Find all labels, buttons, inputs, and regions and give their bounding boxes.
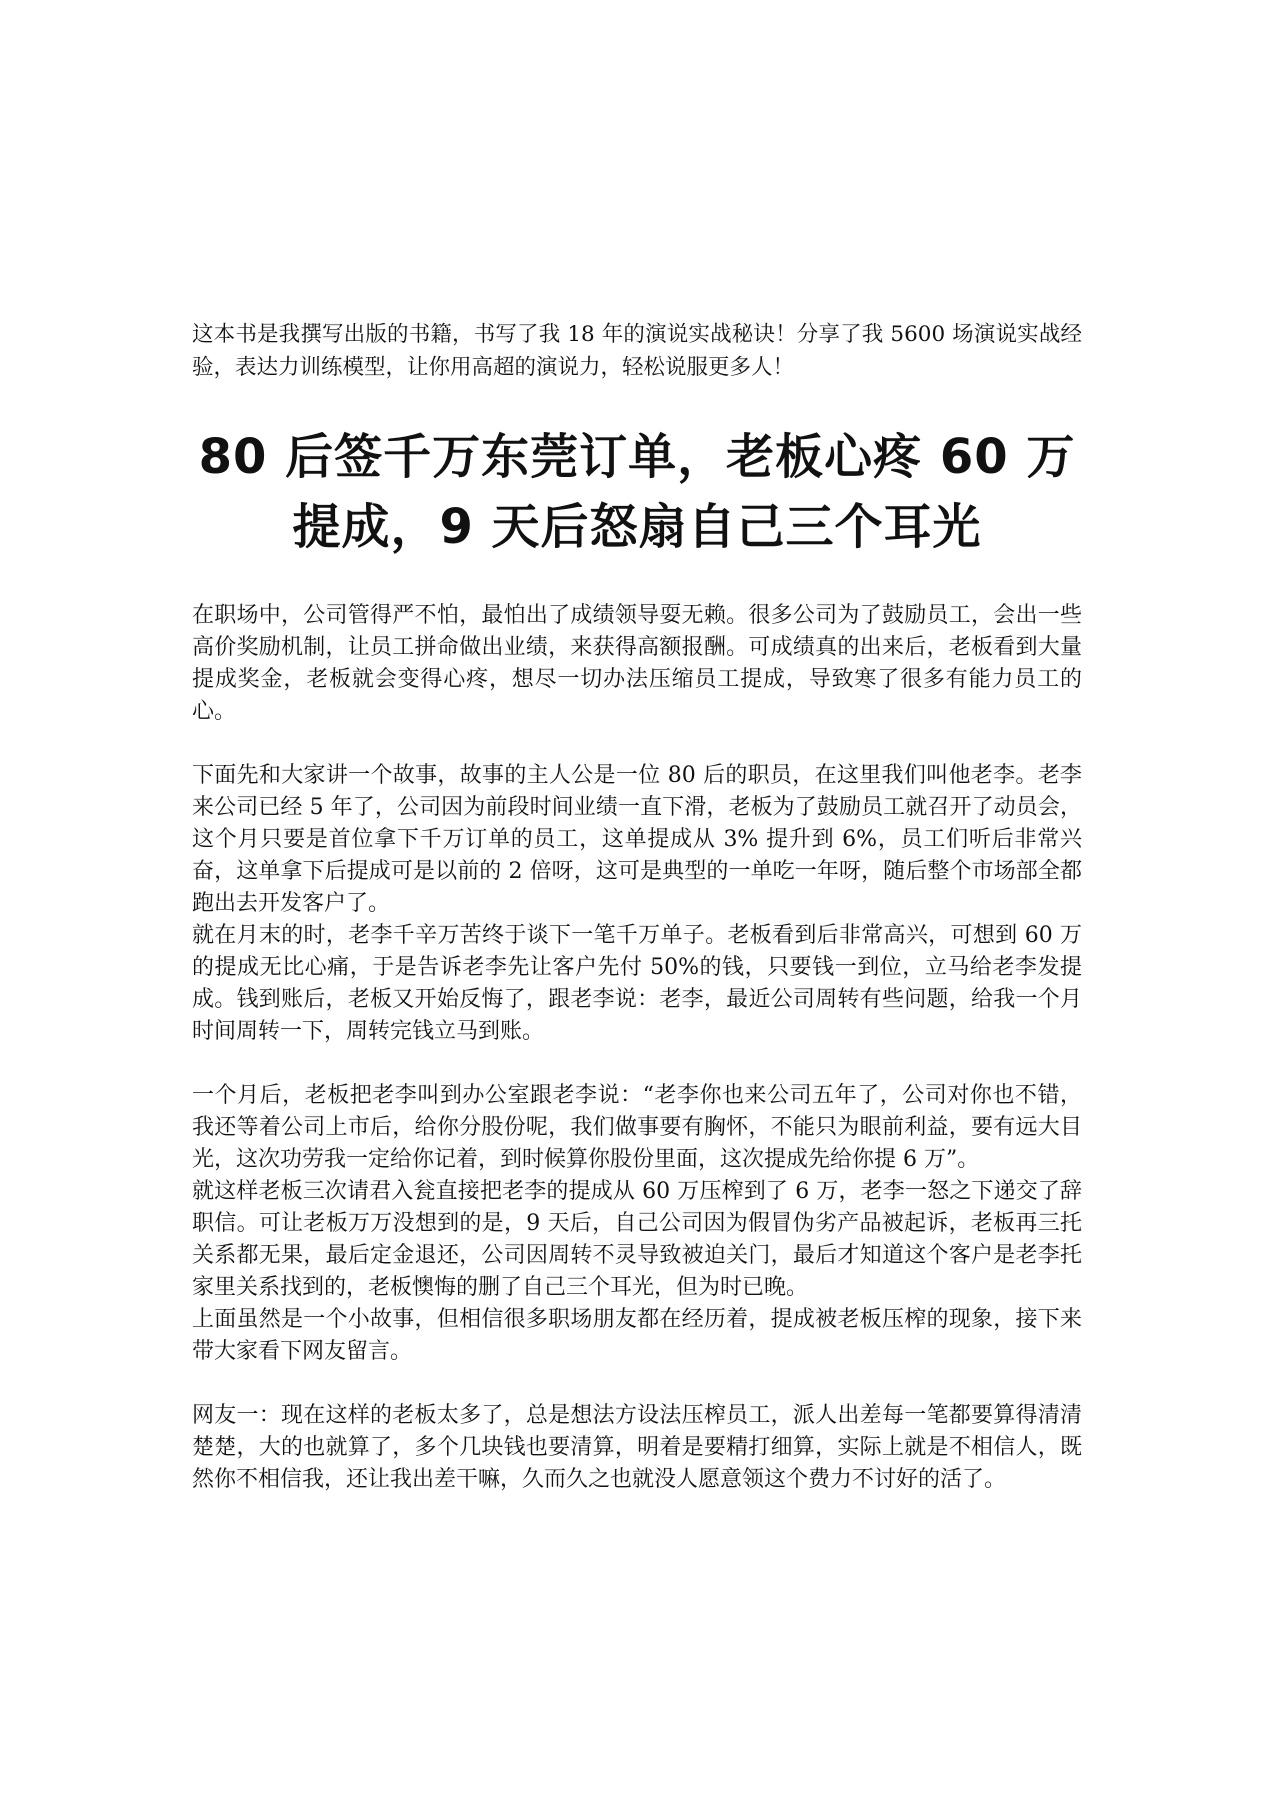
spacer bbox=[192, 562, 1082, 600]
intro-text: 这本书是我撰写出版的书籍，书写了我 18 年的演说实战秘诀！分享了我 5600 场演说实战经验，表达力训练模型，让你用高超的演说力，轻松说服更多人！ bbox=[192, 322, 1082, 380]
paragraph-gap bbox=[192, 728, 1082, 760]
paragraph-gap bbox=[192, 1368, 1082, 1400]
paragraph-7: 网友一：现在这样的老板太多了，总是想法方设法压榨员工，派人出差每一笔都要算得清清楚楚，大的也就算了，多个几块钱也要清算，明着是要精打细算，实际上就是不相信人，既然你不相信我，还让我出差干嘛，久而久之也就没人愿意领这个费力不讨好的活了。 bbox=[192, 1403, 1082, 1492]
article-body bbox=[192, 600, 1082, 1496]
paragraph-5: 就这样老板三次请君入瓮直接把老李的提成从 60 万压榨到了 6 万，老李一怒之下递交了辞职信。可让老板万万没想到的是，9 天后，自己公司因为假冒伪劣产品被起诉，老板再三托关系都无果，最后定金退还，公司因周转不灵导致被迫关门，最后才知道这个客户是老李托家里关系找到的，老板懊悔的删了自己三个耳光，但为时已晚。 bbox=[192, 1179, 1082, 1300]
paragraph-6: 上面虽然是一个小故事，但相信很多职场朋友都在经历着，提成被老板压榨的现象，接下来带大家看下网友留言。 bbox=[192, 1307, 1082, 1364]
article-title: 80 后签千万东莞订单，老板心疼 60 万提成，9 天后怒扇自己三个耳光 bbox=[198, 429, 1076, 555]
paragraph-4: 一个月后，老板把老李叫到办公室跟老李说：“老李你也来公司五年了，公司对你也不错，我还等着公司上市后，给你分股份呢，我们做事要有胸怀，不能只为眼前利益，要有远大目光，这次功劳我一定给你记着，到时候算你股份里面，这次提成先给你提 6 万”。 bbox=[192, 1083, 1082, 1172]
paragraph-gap bbox=[192, 1048, 1082, 1080]
paragraph-3: 就在月末的时，老李千辛万苦终于谈下一笔千万单子。老板看到后非常高兴，可想到 60 万的提成无比心痛，于是告诉老李先让客户先付 50%的钱，只要钱一到位，立马给老李发提成。钱到账后，老板又开始反悔了，跟老李说：老李，最近公司周转有些问题，给我一个月时间周转一下，周转完钱立马到账。 bbox=[192, 923, 1082, 1044]
paragraph-2: 下面先和大家讲一个故事，故事的主人公是一位 80 后的职员，在这里我们叫他老李。老李来公司已经 5 年了，公司因为前段时间业绩一直下滑，老板为了鼓励员工就召开了动员会，这个月只要是首位拿下千万订单的员工，这单提成从 3% 提升到 6%，员工们听后非常兴奋，这单拿下后提成可是以前的 2 倍呀，这可是典型的一单吃一年呀，随后整个市场部全都跑出去开发客户了。 bbox=[192, 763, 1082, 916]
document-page bbox=[192, 318, 1082, 1496]
paragraph-1: 在职场中，公司管得严不怕，最怕出了成绩领导耍无赖。很多公司为了鼓励员工，会出一些高价奖励机制，让员工拼命做出业绩，来获得高额报酬。可成绩真的出来后，老板看到大量提成奖金，老板就会变得心疼，想尽一切办法压缩员工提成，导致寒了很多有能力员工的心。 bbox=[192, 603, 1082, 724]
